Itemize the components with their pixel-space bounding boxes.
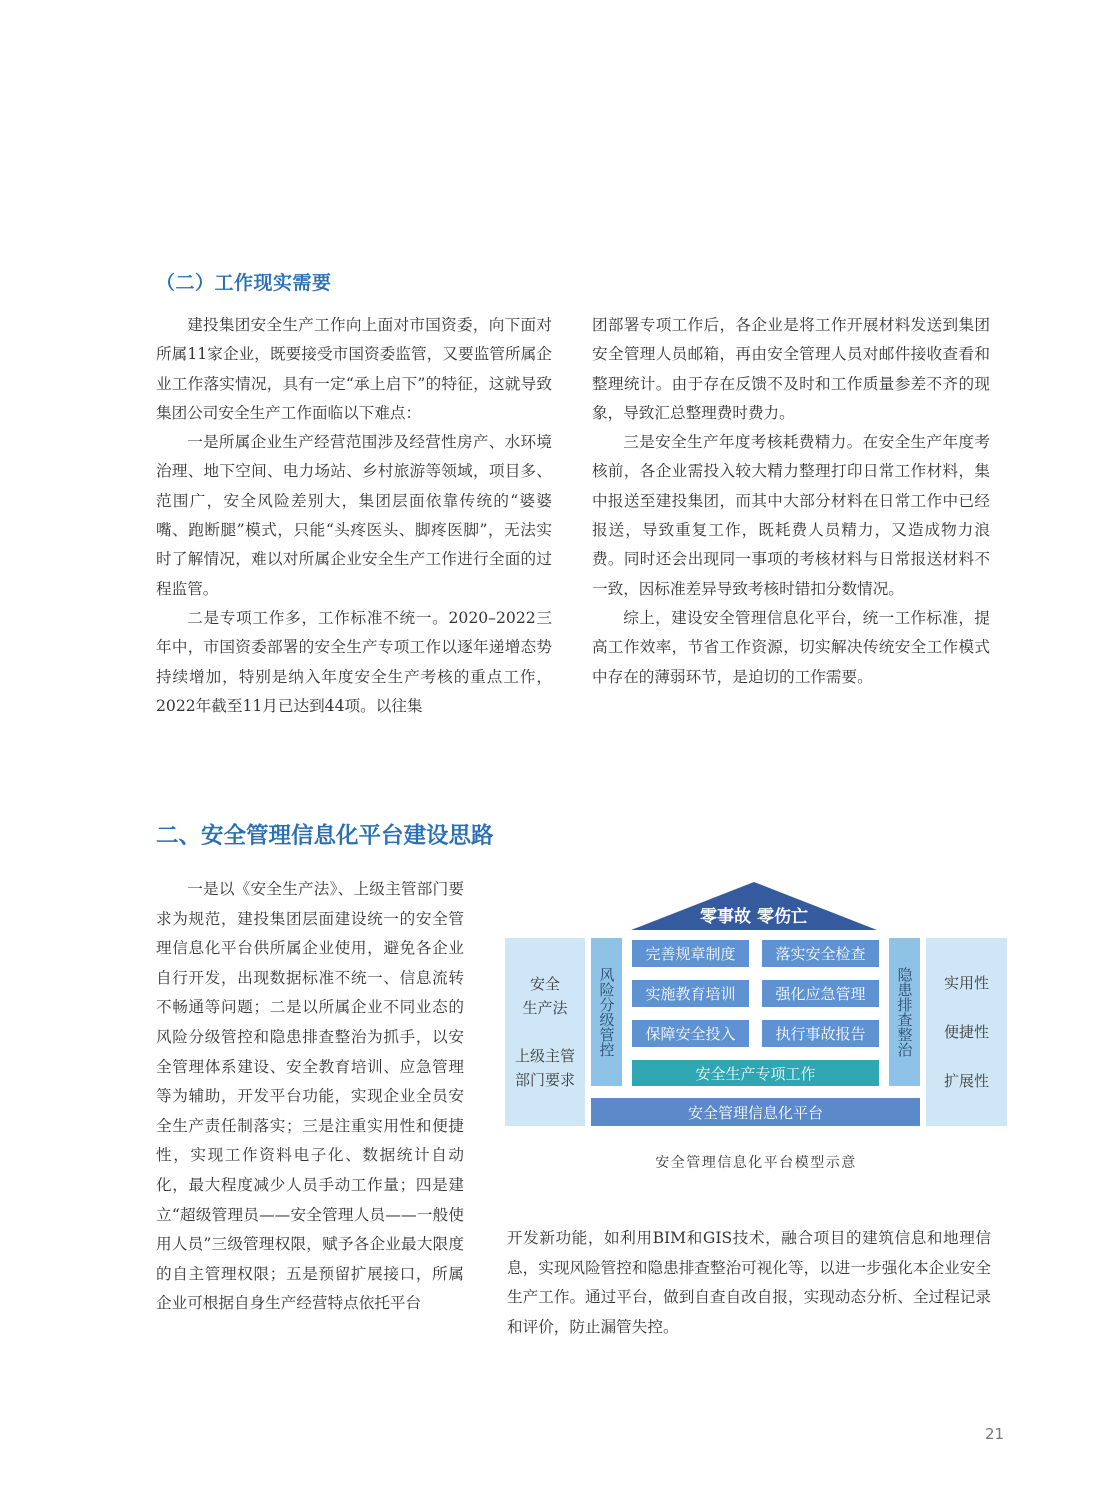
left-bottom-label: 上级主管 部门要求 (514, 1047, 575, 1089)
diagram-cell: 执行事故报告 (762, 1020, 879, 1047)
right-item: 便捷性 (943, 1022, 989, 1041)
right-item: 扩展性 (943, 1071, 989, 1090)
diagram-right-panel (926, 938, 1007, 1126)
diagram-cell: 保障安全投入 (632, 1020, 749, 1047)
paragraph-continued: 团部署专项工作后，各企业是将工作开展材料发送到集团安全管理人员邮箱，再由安全管理人员对邮件接收查看和整理统计。由于存在反馈不及时和工作质量参差不齐的现象，导致汇总整理费时费力。 (592, 316, 990, 422)
text-column-right-2 (507, 1224, 991, 1342)
paragraph: 一是所属企业生产经营范围涉及经营性房产、水环境治理、地下空间、电力场站、乡村旅游等领域，项目多、范围广，安全风险差别大，集团层面依靠传统的“婆婆嘴、跑断腿”模式，只能“头疼医头、脚疼医脚”，无法实时了解情况，难以对所属企业安全生产工作进行全面的过程监管。 (156, 433, 552, 598)
pillar-left: 风险分级管控 (591, 938, 622, 1086)
text-column-left-1 (156, 311, 552, 721)
diagram-left-panel (505, 938, 585, 1126)
diagram-base: 安全管理信息化平台 (591, 1098, 920, 1126)
paragraph: 二是专项工作多，工作标准不统一。2020–2022三年中，市国资委部署的安全生产专项工作以逐年递增态势持续增加，特别是纳入年度安全生产考核的重点工作，2022年截至11月已达到44项。以往集 (156, 608, 552, 715)
diagram-cell: 强化应急管理 (762, 980, 879, 1007)
diagram-cell: 实施教育培训 (632, 980, 749, 1007)
subsection-heading: （二）工作现实需要 (156, 272, 332, 294)
paragraph: 三是安全生产年度考核耗费精力。在安全生产年度考核前，各企业需投入较大精力整理打印日常工作材料，集中报送至建投集团，而其中大部分材料在日常工作中已经报送，导致重复工作，既耗费人员精力，又造成物力浪费。同时还会出现同一事项的考核材料与日常报送材料不一致，因标准差异导致考核时错扣分数情况。 (592, 433, 990, 598)
page-number: 21 (985, 1425, 1005, 1443)
text-column-right-1 (592, 311, 990, 692)
diagram-cell: 完善规章制度 (632, 940, 749, 967)
section-title: 二、安全管理信息化平台建设思路 (156, 823, 494, 849)
paragraph: 一是以《安全生产法》、上级主管部门要求为规范，建投集团层面建设统一的安全管理信息化平台供所属企业使用，避免各企业自行开发，出现数据标准不统一、信息流转不畅通等问题；二是以所属企业不同业态的风险分级管控和隐患排查整治为抓手，以安全管理体系建设、安全教育培训、应急管理等为辅助，开发平台功能，实现企业全员安全生产责任制落实；三是注重实用性和便捷性，实现工作资料电子化、数据统计自动化，最大程度减少人员手动工作量；四是建立“超级管理员——安全管理人员——一般使用人员”三级管理权限，赋予各企业最大限度的自主管理权限；五是预留扩展接口，所属企业可根据自身生产经营特点依托平台 (156, 880, 464, 1313)
paragraph: 综上，建设安全管理信息化平台，统一工作标准，提高工作效率，节省工作资源，切实解决传统安全工作模式中存在的薄弱环节，是迫切的工作需要。 (592, 608, 990, 686)
platform-model-diagram (505, 882, 1007, 1128)
text-column-left-2 (156, 875, 464, 1319)
paragraph: 建投集团安全生产工作向上面对市国资委，向下面对所属11家企业，既要接受市国资委监管，又要监管所属企业工作落实情况，具有一定“承上启下”的特征，这就导致集团公司安全生产工作面临以下难点： (156, 316, 552, 422)
diagram-cell: 落实安全检查 (762, 940, 879, 967)
right-item: 实用性 (943, 973, 989, 992)
diagram-roof-label: 零事故 零伤亡 (700, 907, 808, 927)
left-top-label: 安全 生产法 (522, 975, 568, 1017)
pillar-right: 隐患排查整治 (889, 938, 920, 1086)
diagram-caption: 安全管理信息化平台模型示意 (655, 1155, 857, 1171)
diagram-band: 安全生产专项工作 (632, 1060, 879, 1086)
paragraph-continued: 开发新功能，如利用BIM和GIS技术，融合项目的建筑信息和地理信息，实现风险管控和隐患排查整治可视化等，以进一步强化本企业安全生产工作。通过平台，做到自查自改自报，实现动态分析、全过程记录和评价，防止漏管失控。 (507, 1229, 991, 1336)
